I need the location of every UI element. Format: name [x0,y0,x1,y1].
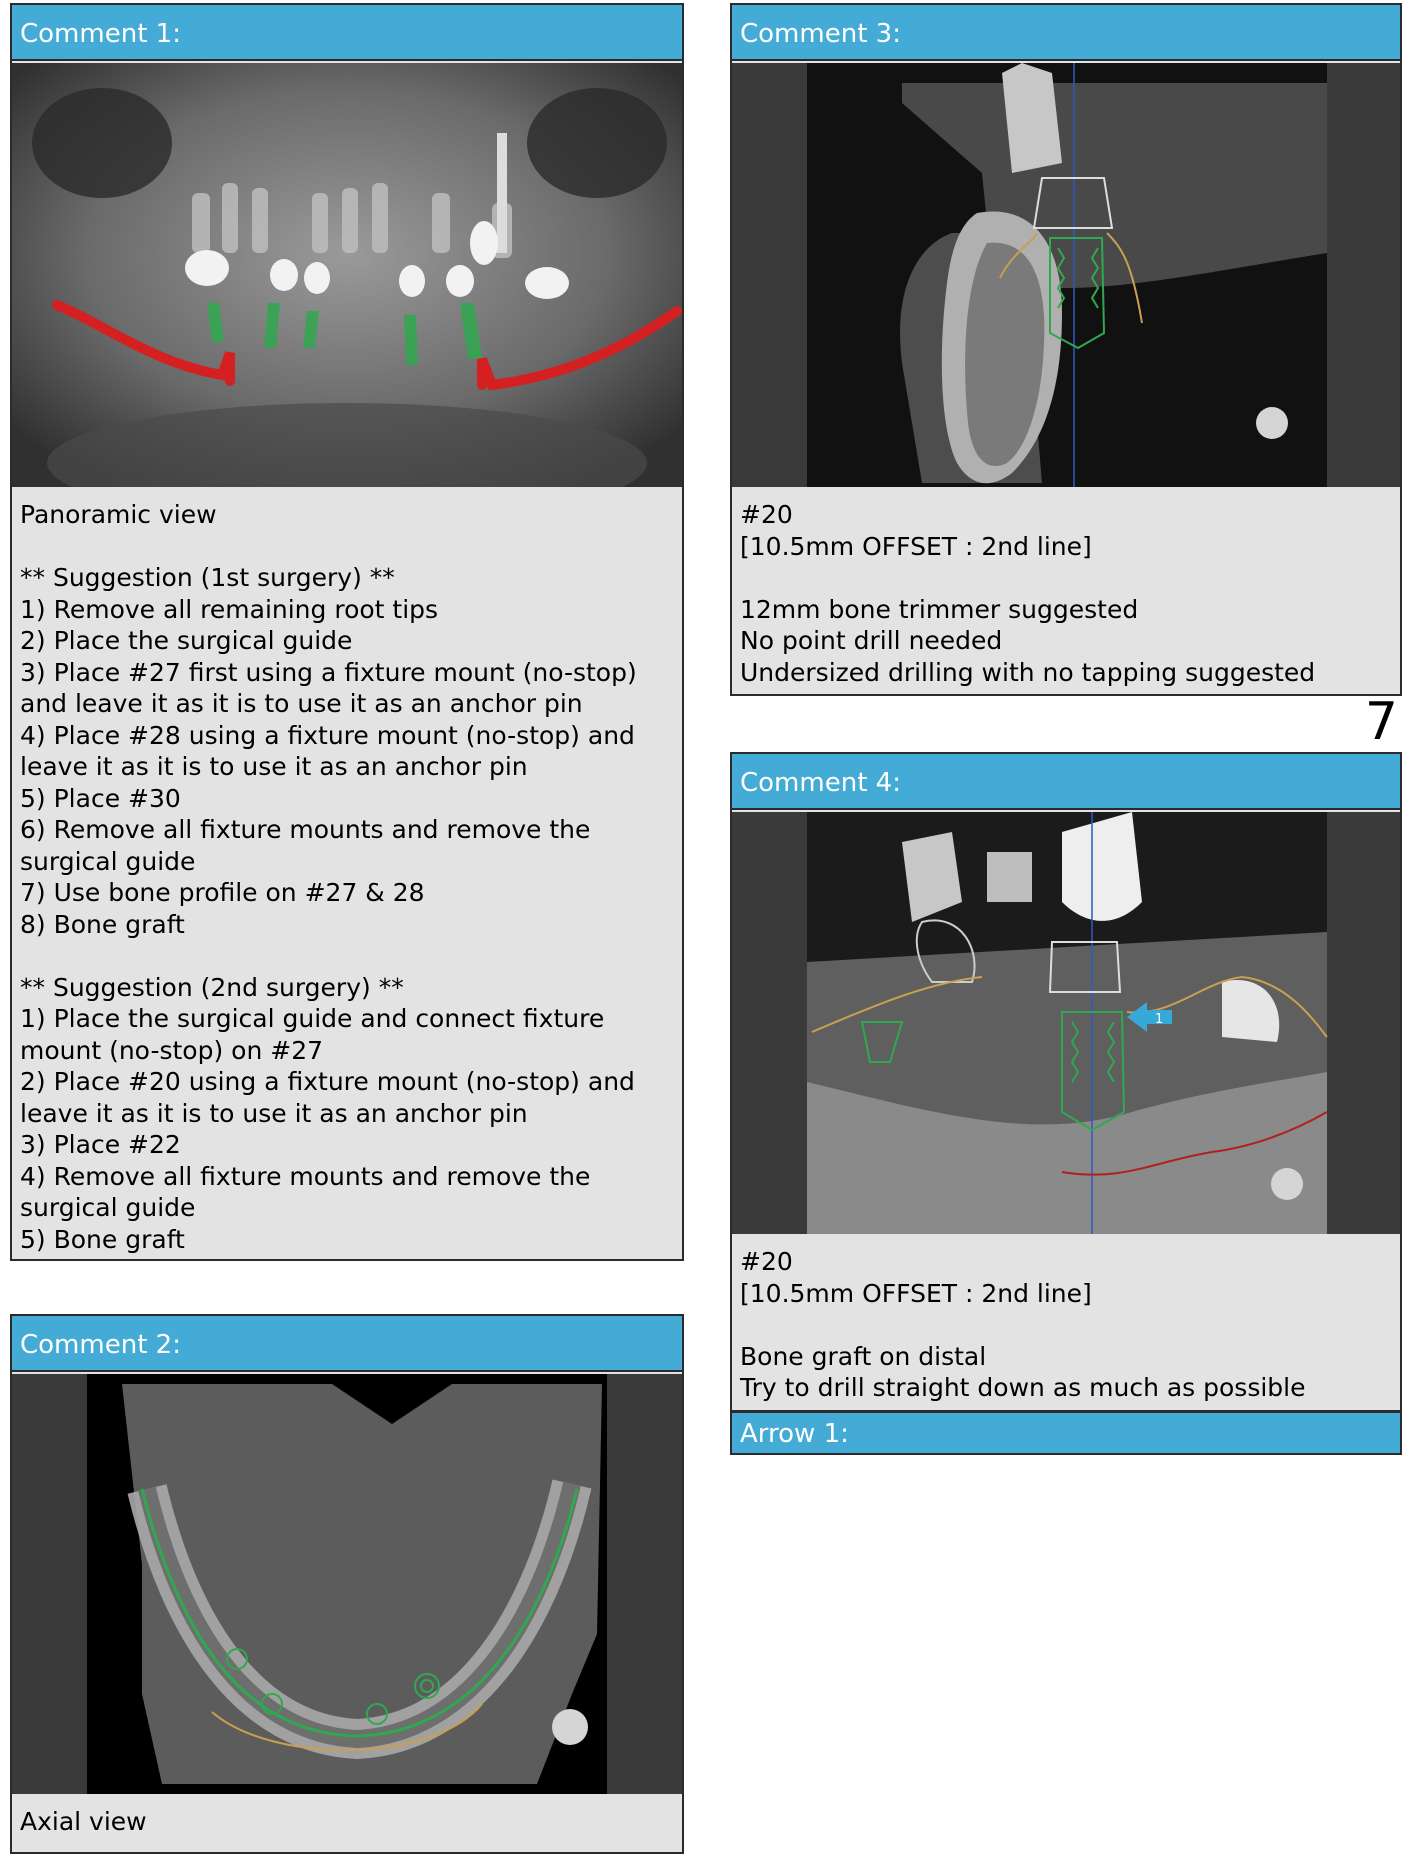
comment-1-text: Panoramic view ** Suggestion (1st surgery) ** 1) Remove all remaining root tips 2) Place the surgical guide 3) Place #27 first using a fixture mount (no-stop) and leave it as it is to use it as an anchor pin 4) Place #28 using a fixture mount (no-stop) and leave it as it is to use it as an anchor pin 5) Place #30 6) Remove all fixture mounts and remove the surgical guide 7) Use bone profile on #27 & 28 8) Bone graft ** Suggestion (2nd surgery) ** 1) Place the surgical guide and connect fixture mount (no-stop) on #27 2) Place #20 using a fixture mount (no-stop) and leave it as it is to use it as an anchor pin 3) Place #22 4) Remove all fixture mounts and remove the surgical guide 5) Bone graft [20,500,637,1254]
comment-4-header: Comment 4: [732,754,1400,810]
comment-4-text: #20 [10.5mm OFFSET : 2nd line] Bone graft on distal Try to drill straight down as much as possible [740,1247,1306,1402]
comment-3-header: Comment 3: [732,5,1400,61]
arrow-1-header: Arrow 1: [730,1411,1402,1455]
comment-1-panel [10,3,684,1261]
panoramic-image [12,63,682,487]
axial-image [12,1374,682,1794]
comment-2-panel [10,1314,684,1854]
comment-3-panel [730,3,1402,696]
comment-3-text: #20 [10.5mm OFFSET : 2nd line] 12mm bone trimmer suggested No point drill needed Undersized drilling with no tapping suggested [740,500,1316,687]
comment-2-header: Comment 2: [12,1316,682,1372]
comment-1-header: Comment 1: [12,5,682,61]
page-number: 7 [1364,692,1398,752]
comment-2-text: Axial view [20,1807,147,1836]
tangential-image [732,812,1400,1234]
cross-section-image [732,63,1400,487]
comment-4-panel [730,752,1402,1412]
arrow-marker-label: 1 [1155,1012,1164,1027]
